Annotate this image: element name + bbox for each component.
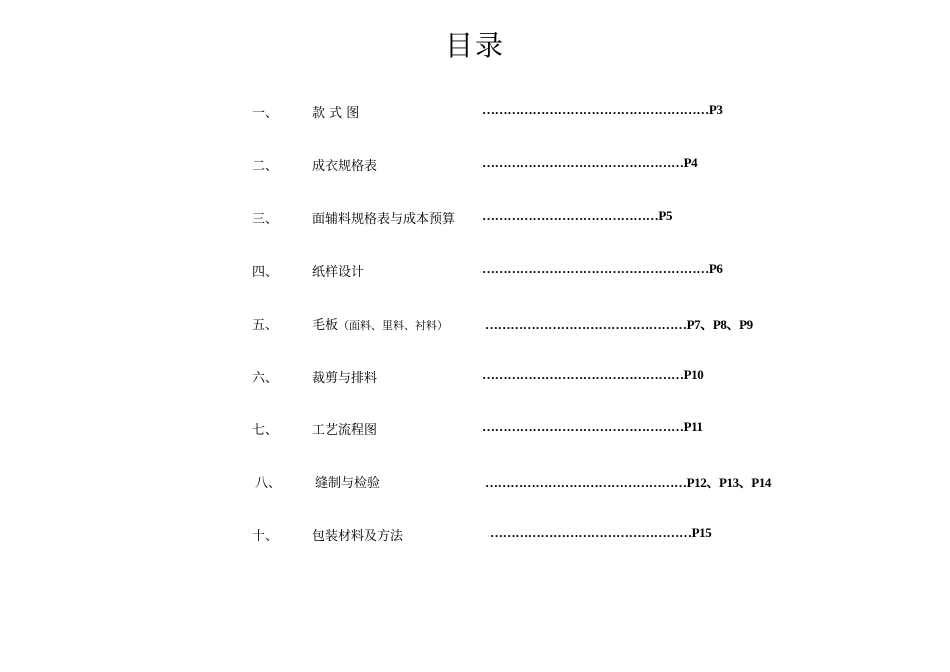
leader-dots: ………………………………………… [482, 367, 684, 382]
entry-page: P3 [708, 102, 723, 117]
entry-number: 二、 [252, 159, 279, 174]
toc-entry-5 [0, 314, 950, 334]
entry-leader [482, 419, 703, 435]
entry-leader [482, 261, 722, 277]
toc-entry-7 [0, 419, 950, 439]
toc-entry-1 [0, 102, 950, 122]
leader-dots: ……………………………………………… [482, 261, 709, 276]
entry-number: 十、 [252, 529, 279, 544]
leader-dots: ………………………………………… [482, 155, 684, 170]
entry-label: 裁剪与排料 [312, 371, 378, 386]
entry-leader [490, 525, 711, 541]
entry-number: 六、 [252, 371, 279, 386]
entry-leader [485, 472, 771, 491]
entry-leader [485, 314, 753, 333]
leader-dots: ………………………………………… [485, 317, 687, 332]
entry-number: 一、 [252, 106, 279, 121]
entry-page: P6 [708, 261, 723, 276]
entry-label [312, 314, 448, 333]
toc-entry-3 [0, 208, 950, 228]
toc-entry-9 [0, 525, 950, 545]
page-title: 目录 [444, 29, 505, 62]
entry-leader [482, 155, 697, 171]
leader-dots: …………………………………… [482, 208, 659, 223]
toc-entry-4 [0, 261, 950, 281]
entry-page: P7、P8、P9 [686, 317, 753, 332]
entry-label: 面辅料规格表与成本预算 [312, 212, 456, 227]
toc-entry-6 [0, 367, 950, 387]
entry-label-main: 毛板 [312, 318, 339, 333]
entry-label: 款 式 图 [312, 106, 360, 121]
leader-dots: ………………………………………… [485, 475, 687, 490]
entry-page: P15 [691, 525, 712, 540]
toc-entry-2 [0, 155, 950, 175]
entry-label: 缝制与检验 [315, 476, 381, 491]
entry-number: 三、 [252, 212, 279, 227]
leader-dots: ……………………………………………… [482, 102, 709, 117]
entry-number: 五、 [252, 318, 279, 333]
leader-dots: ………………………………………… [490, 525, 692, 540]
entry-label: 包装材料及方法 [312, 529, 404, 544]
entry-label: 工艺流程图 [312, 423, 378, 438]
toc-entry-8 [0, 472, 950, 492]
entry-page: P11 [683, 419, 703, 434]
entry-page: P12、P13、P14 [686, 475, 772, 490]
entry-page: P10 [683, 367, 704, 382]
entry-leader [482, 367, 703, 383]
entry-number: 七、 [252, 423, 279, 438]
entry-leader [482, 102, 722, 118]
entry-label: 成衣规格表 [312, 159, 378, 174]
entry-label-note: （面料、里料、衬料） [338, 319, 449, 332]
leader-dots: ………………………………………… [482, 419, 684, 434]
entry-number: 四、 [252, 265, 279, 280]
entry-page: P5 [658, 208, 673, 223]
entry-number: 八、 [255, 476, 282, 491]
entry-page: P4 [683, 155, 698, 170]
entry-leader [482, 208, 672, 224]
entry-label: 纸样设计 [312, 265, 365, 280]
